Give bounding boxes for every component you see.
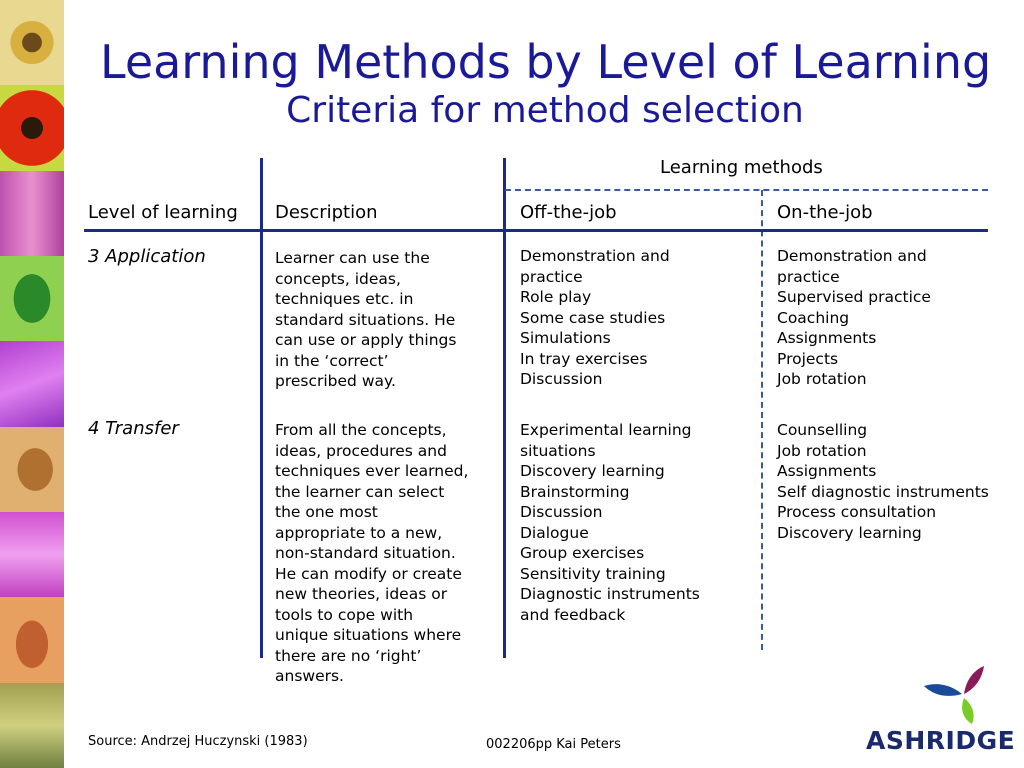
list-item: Discussion xyxy=(520,370,603,388)
column-divider-off-the-job xyxy=(503,158,506,658)
list-item: Brainstorming xyxy=(520,482,630,501)
off-the-job-transfer xyxy=(520,420,700,625)
header-description: Description xyxy=(275,202,378,223)
list-item: Discovery learning xyxy=(520,462,665,480)
source-citation: Source: Andrzej Huczynski (1983) xyxy=(88,734,308,749)
text-line: techniques etc. in xyxy=(275,290,414,308)
list-item: Group exercises xyxy=(520,544,645,562)
list-item: Assignments xyxy=(777,329,877,347)
text-line: the learner can select xyxy=(275,482,445,501)
decorative-image-strip xyxy=(0,0,64,768)
logo-mark-icon xyxy=(866,664,1012,726)
text-line: non-standard situation. xyxy=(275,544,456,562)
page-title: Learning Methods by Level of Learning xyxy=(100,35,992,89)
level-transfer: 4 Transfer xyxy=(88,418,179,439)
list-item: Supervised practice xyxy=(777,288,931,306)
list-item: Discovery learning xyxy=(777,523,922,542)
level-application: 3 Application xyxy=(88,246,206,267)
leaf-image xyxy=(0,256,64,341)
group-header-rule xyxy=(505,189,988,191)
flower-image xyxy=(0,85,64,170)
list-item: Job rotation xyxy=(777,441,867,460)
header-off-the-job: Off-the-job xyxy=(520,202,617,223)
list-item: Projects xyxy=(777,349,839,368)
text-line: ideas, procedures and xyxy=(275,441,447,460)
text-line: standard situations. He xyxy=(275,310,456,329)
text-line: appropriate to a new, xyxy=(275,523,443,542)
landscape-image xyxy=(0,683,64,768)
list-item: Experimental learning xyxy=(520,421,692,439)
page-subtitle: Criteria for method selection xyxy=(286,90,804,131)
text-line: Learner can use the xyxy=(275,249,430,267)
on-the-job-application xyxy=(777,246,931,390)
list-item: Diagnostic instruments xyxy=(520,585,700,603)
text-line: From all the concepts, xyxy=(275,421,447,439)
header-rule xyxy=(84,229,988,232)
ashridge-logo xyxy=(866,664,1016,760)
header-on-the-job: On-the-job xyxy=(777,202,873,223)
list-item: Sensitivity training xyxy=(520,564,666,583)
list-item: Assignments xyxy=(777,462,877,480)
list-item: and feedback xyxy=(520,605,626,624)
description-application xyxy=(275,248,456,392)
on-the-job-transfer xyxy=(777,420,989,543)
text-line: techniques ever learned, xyxy=(275,462,469,480)
logo-text: ASHRIDGE xyxy=(866,726,1016,755)
list-item: Job rotation xyxy=(777,370,867,388)
column-divider-on-the-job xyxy=(761,190,763,650)
group-header-learning-methods: Learning methods xyxy=(660,157,823,178)
list-item: Demonstration and xyxy=(777,247,927,265)
list-item: Some case studies xyxy=(520,308,666,327)
text-line: answers. xyxy=(275,667,344,685)
list-item: Role play xyxy=(520,288,592,306)
text-line: concepts, ideas, xyxy=(275,269,401,288)
header-level-of-learning: Level of learning xyxy=(88,202,238,223)
hand-image xyxy=(0,341,64,426)
list-item: In tray exercises xyxy=(520,349,648,368)
list-item: Discussion xyxy=(520,503,603,521)
text-line: prescribed way. xyxy=(275,372,396,390)
text-line: the one most xyxy=(275,503,378,521)
list-item: situations xyxy=(520,441,596,460)
eye-image xyxy=(0,0,64,85)
face-image xyxy=(0,597,64,682)
text-line: there are no ‘right’ xyxy=(275,646,422,665)
text-line: can use or apply things xyxy=(275,331,457,349)
text-line: He can modify or create xyxy=(275,564,462,583)
list-item: Counselling xyxy=(777,421,868,439)
list-item: Process consultation xyxy=(777,503,937,521)
texture-image xyxy=(0,171,64,256)
text-line: tools to cope with xyxy=(275,605,414,624)
text-line: unique situations where xyxy=(275,626,462,644)
column-divider-description xyxy=(260,158,263,658)
text-line: new theories, ideas or xyxy=(275,585,448,603)
off-the-job-application xyxy=(520,246,670,390)
ear-image xyxy=(0,427,64,512)
description-transfer xyxy=(275,420,468,687)
list-item: Self diagnostic instruments xyxy=(777,482,989,501)
footer-text: 002206pp Kai Peters xyxy=(486,737,621,752)
list-item: Demonstration and xyxy=(520,247,670,265)
list-item: practice xyxy=(520,267,583,286)
list-item: Dialogue xyxy=(520,523,589,542)
list-item: practice xyxy=(777,267,840,286)
list-item: Simulations xyxy=(520,329,611,347)
list-item: Coaching xyxy=(777,308,850,327)
figure-image xyxy=(0,512,64,597)
text-line: in the ‘correct’ xyxy=(275,351,389,370)
